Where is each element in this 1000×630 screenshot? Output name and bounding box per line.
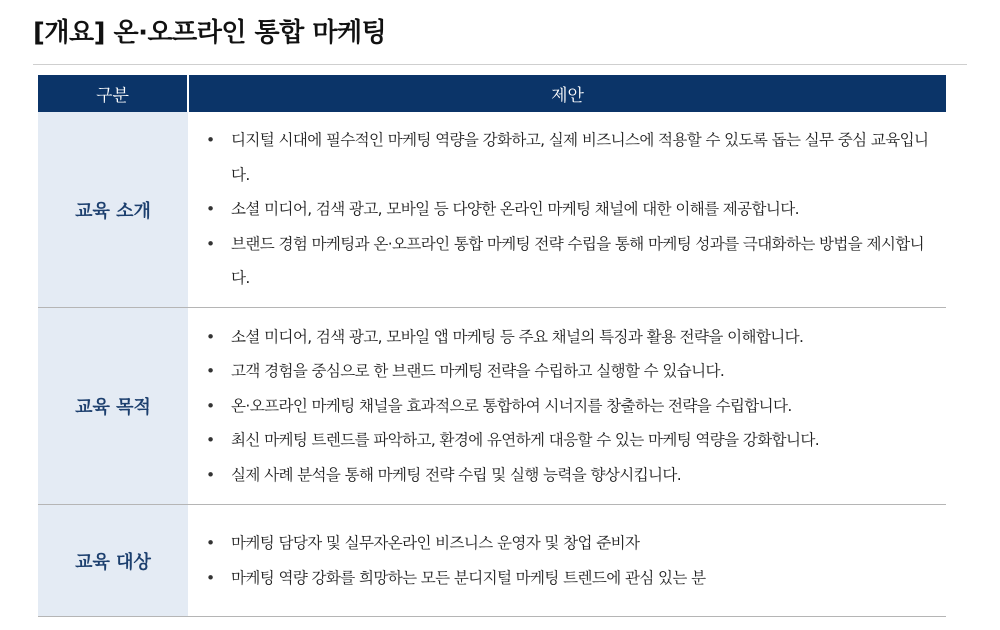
bullet-list-target	[206, 526, 938, 595]
list-item: • 소셜 미디어, 검색 광고, 모바일 앱 마케팅 등 주요 채널의 특징과 활용 전략을 이해합니다.	[206, 320, 938, 355]
table-row-purpose	[38, 308, 946, 505]
list-item: • 온·오프라인 마케팅 채널을 효과적으로 통합하여 시너지를 창출하는 전략을 수립합니다.	[206, 389, 938, 424]
list-item: • 최신 마케팅 트렌드를 파악하고, 환경에 유연하게 대응할 수 있는 마케팅 역량을 강화합니다.	[206, 423, 938, 458]
category-cell-intro: 교육 소개	[38, 112, 188, 308]
header-proposal: 제안	[188, 75, 946, 112]
category-cell-target: 교육 대상	[38, 505, 188, 617]
list-item: • 마케팅 역량 강화를 희망하는 모든 분디지털 마케팅 트렌드에 관심 있는 분	[206, 561, 938, 596]
header-category: 구분	[38, 75, 188, 112]
title-divider	[33, 64, 967, 65]
table-row-intro	[38, 112, 946, 308]
page-title: [개요] 온·오프라인 통합 마케팅	[33, 18, 387, 48]
overview-table	[38, 75, 946, 617]
category-cell-purpose: 교육 목적	[38, 308, 188, 505]
bullet-list-intro	[206, 123, 938, 296]
list-item: • 브랜드 경험 마케팅과 온·오프라인 통합 마케팅 전략 수립을 통해 마케팅 성과를 극대화하는 방법을 제시합니다.	[206, 227, 938, 296]
content-cell-purpose	[188, 308, 946, 505]
list-item: • 마케팅 담당자 및 실무자온라인 비즈니스 운영자 및 창업 준비자	[206, 526, 938, 561]
bullet-list-purpose	[206, 320, 938, 493]
list-item: • 고객 경험을 중심으로 한 브랜드 마케팅 전략을 수립하고 실행할 수 있습니다.	[206, 354, 938, 389]
content-cell-target	[188, 505, 946, 617]
list-item: • 실제 사례 분석을 통해 마케팅 전략 수립 및 실행 능력을 향상시킵니다.	[206, 458, 938, 493]
list-item: • 디지털 시대에 필수적인 마케팅 역량을 강화하고, 실제 비즈니스에 적용할 수 있도록 돕는 실무 중심 교육입니다.	[206, 123, 938, 192]
table-row-target	[38, 505, 946, 617]
list-item: • 소셜 미디어, 검색 광고, 모바일 등 다양한 온라인 마케팅 채널에 대한 이해를 제공합니다.	[206, 192, 938, 227]
table-header-row	[38, 75, 946, 112]
content-cell-intro	[188, 112, 946, 308]
